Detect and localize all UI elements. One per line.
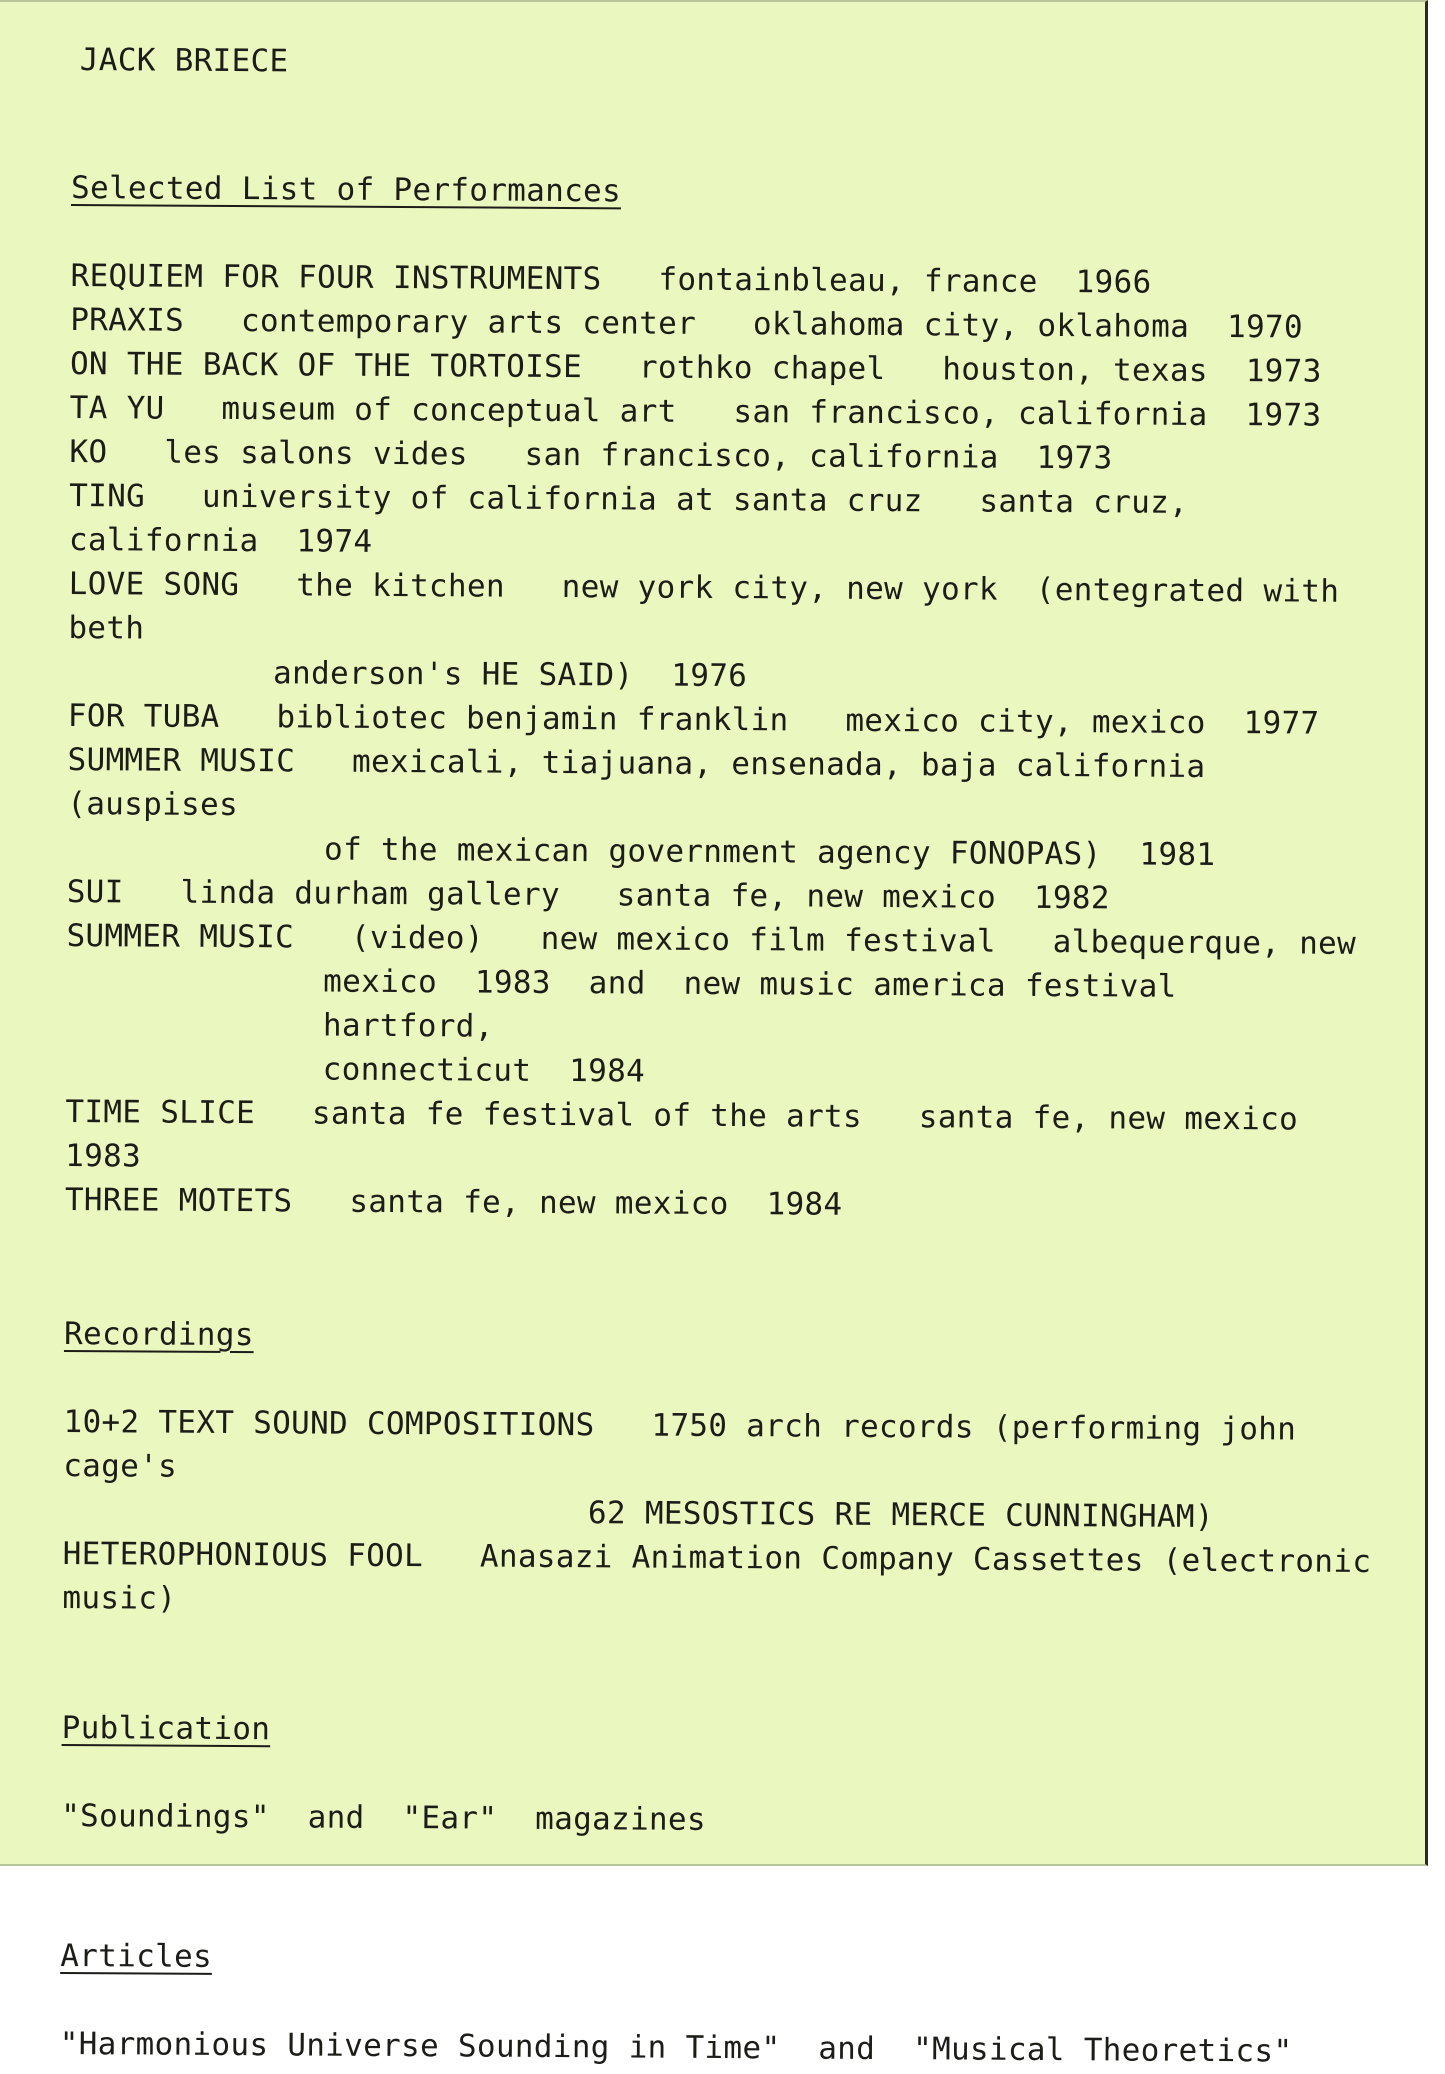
recording-entry <box>62 1532 1391 1628</box>
articles-text: "Harmonious Universe Sounding in Time" and "Musical Theoretics" <box>59 2025 1293 2070</box>
performance-detail: linda durham gallery santa fe, new mexico 1982 <box>180 874 1110 917</box>
performance-detail: rothko chapel houston, texas 1973 <box>638 349 1322 390</box>
performance-entry <box>65 1090 1386 1186</box>
performances-section <box>65 166 1391 1230</box>
publication-text: "Soundings" and "Ear" magazines <box>61 1797 707 1838</box>
performance-entry <box>67 738 1388 878</box>
performance-entry <box>66 914 1387 1098</box>
publication-section <box>61 1706 1382 1846</box>
recordings-section <box>62 1312 1391 1628</box>
author-name: JACK BRIECE <box>79 42 289 80</box>
performance-detail: les salons vides san francisco, california 1973 <box>164 434 1113 477</box>
performance-entry <box>69 474 1390 570</box>
performance-title: SUMMER MUSIC <box>66 917 295 956</box>
performance-detail: university of california at santa cruz santa cruz, california 1974 <box>68 478 1208 560</box>
performance-detail: mexicali, tiajuana, ensenada, baja california (auspises <box>67 743 1225 824</box>
recording-detail: Anasazi Animation Company Cassettes (electronic music) <box>62 1538 1391 1617</box>
performance-entry <box>68 562 1389 702</box>
recording-detail-continued: 62 MESOSTICS RE MERCE CUNNINGHAM) <box>587 1495 1214 1536</box>
recordings-list <box>62 1400 1391 1628</box>
performance-title: KO <box>69 433 108 471</box>
performances-heading: Selected List of Performances <box>70 169 622 210</box>
performance-detail-continued: anderson's HE SAID) 1976 <box>273 655 748 695</box>
recording-detail: 1750 arch records (performing john cage's <box>63 1407 1316 1485</box>
publication-heading: Publication <box>61 1709 271 1748</box>
performance-title: SUMMER MUSIC <box>67 741 296 780</box>
recordings-heading: Recordings <box>63 1315 254 1354</box>
articles-section <box>60 1934 1381 2074</box>
performance-detail: contemporary arts center oklahoma city, oklahoma 1970 <box>240 303 1304 346</box>
performance-detail: santa fe, new mexico 1984 <box>349 1183 843 1223</box>
performance-detail-continued: of the mexican government agency FONOPAS) 1981 <box>323 831 1216 873</box>
performance-title: FOR TUBA <box>67 697 220 735</box>
performance-detail: bibliotec benjamin franklin mexico city, mexico 1977 <box>276 699 1320 742</box>
articles-heading: Articles <box>60 1937 213 1975</box>
performance-title: TIME SLICE <box>65 1093 256 1132</box>
performance-title: TA YU <box>69 389 165 427</box>
recording-title: 10+2 TEXT SOUND COMPOSITIONS <box>63 1403 595 1444</box>
performance-title: THREE MOTETS <box>64 1181 293 1220</box>
performance-title: TING <box>69 477 146 515</box>
performances-list <box>65 254 1391 1230</box>
performance-entry <box>65 1178 1385 1230</box>
performance-detail: santa fe festival of the arts santa fe, new mexico 1983 <box>65 1095 1337 1175</box>
performance-detail: the kitchen new york city, new york (entegrated with beth <box>68 567 1359 647</box>
performance-detail: (video) new mexico film festival albequerque, new <box>350 919 1357 962</box>
performance-title: SUI <box>66 873 124 911</box>
recording-title: HETEROPHONIOUS FOOL <box>62 1535 424 1575</box>
performance-title: LOVE SONG <box>68 565 240 604</box>
performance-title: ON THE BACK OF THE TORTOISE <box>69 345 583 386</box>
performance-detail-continued: mexico 1983 and new music america festival hartford, connecticut 1984 <box>322 963 1234 1090</box>
performance-detail: museum of conceptual art san francisco, california 1973 <box>221 390 1322 434</box>
recording-entry <box>63 1400 1384 1540</box>
performance-detail: fontainbleau, france 1966 <box>658 261 1152 301</box>
performance-title: PRAXIS <box>70 301 185 339</box>
performance-title: REQUIEM FOR FOUR INSTRUMENTS <box>70 257 602 298</box>
document-content <box>60 38 1392 2074</box>
